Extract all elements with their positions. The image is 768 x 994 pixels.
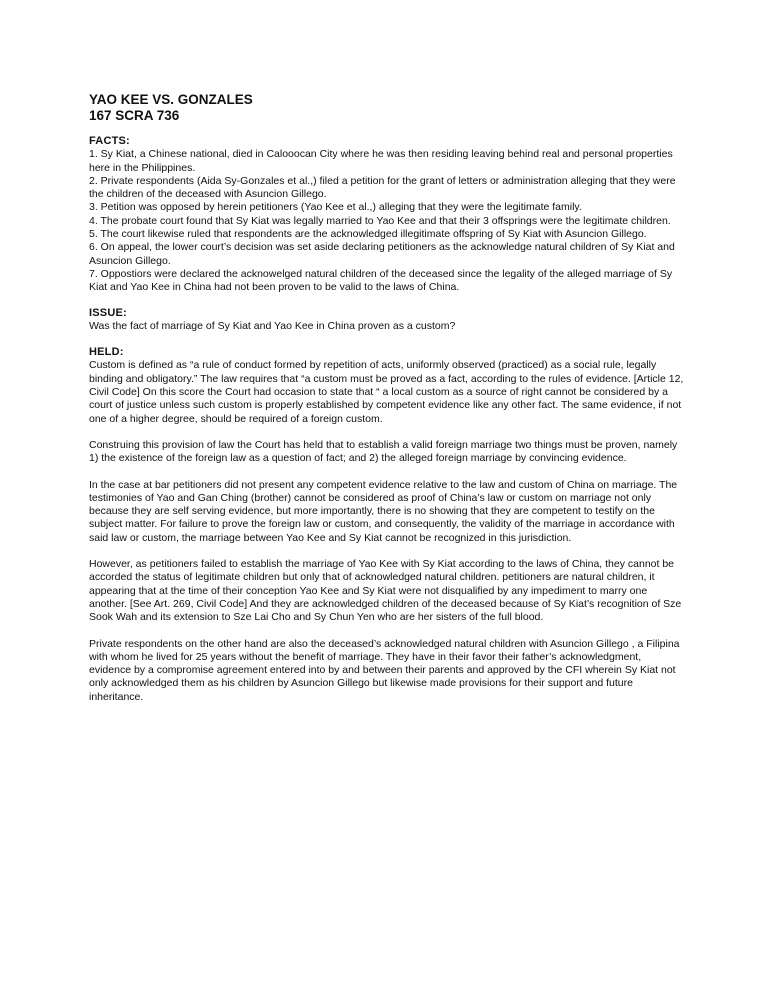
issue-text: Was the fact of marriage of Sy Kiat and Yao Kee in China proven as a custom?	[89, 319, 456, 332]
held-paragraph: Custom is defined as “a rule of conduct formed by repetition of acts, uniformly observed (practiced) as a social rule, legally binding and obligatory.” The law requires that “a custom must be proved as a fact, according to the rules of evidence. [Article 12, Civil Code] On this score the Court had occasion to state that “ a local custom as a source of right cannot be considered by a court of justice unless such custom is properly established by competent evidence like any other fact. The same evidence, if not one of a higher degree, should be required of a foreign custom.	[89, 359, 684, 425]
fact-item: 3. Petition was opposed by herein petitioners (Yao Kee et al.,) alleging that they were the legitimate family.	[89, 201, 582, 214]
held-heading: HELD:	[89, 346, 124, 359]
fact-item: 4. The probate court found that Sy Kiat was legally married to Yao Kee and that their 3 offsprings were the legitimate children.	[89, 214, 671, 227]
held-paragraph: Construing this provision of law the Court has held that to establish a valid foreign marriage two things must be proven, namely 1) the existence of the foreign law as a question of fact; and 2) the alleged foreign marriage by convincing evidence.	[89, 438, 678, 465]
held-paragraph: However, as petitioners failed to establish the marriage of Yao Kee with Sy Kiat according to the laws of China, they cannot be accorded the status of legitimate children but only that of acknowledged natural children. petitioners are natural children, it appearing that at the time of their conception Yao Kee and Sy Kiat were not disqualified by any impediment to marry one another. [See Art. 269, Civil Code] And they are acknowledged children of the deceased because of Sy Kiat’s recognition of Sze Sook Wah and its extension to Sze Lai Cho and Sy Chun Yen who are her sisters of the full blood.	[89, 558, 682, 624]
fact-item: 2. Private respondents (Aida Sy-Gonzales et al.,) filed a petition for the grant of letters or administration alleging that they were the children of the deceased with Asuncion Gillego.	[89, 174, 676, 201]
fact-item: 7. Oppostiors were declared the acknowelged natural children of the deceased since the legality of the alleged marriage of Sy Kiat and Yao Kee in China had not been proven to be valid to the laws of China.	[89, 267, 673, 294]
case-citation: 167 SCRA 736	[89, 107, 180, 123]
fact-item: 5. The court likewise ruled that respondents are the acknowledged illegitimate offspring of Sy Kiat with Asuncion Gillego.	[89, 228, 647, 241]
facts-list	[89, 148, 685, 294]
fact-item: 1. Sy Kiat, a Chinese national, died in Calooocan City where he was then residing leaving behind real and personal properties here in the Philippines.	[89, 148, 673, 174]
facts-heading: FACTS:	[89, 135, 130, 147]
issue-heading: ISSUE:	[89, 306, 127, 319]
case-title: YAO KEE VS. GONZALES	[89, 92, 253, 107]
held-paragraph: Private respondents on the other hand are also the deceased’s acknowledged natural children with Asuncion Gillego , a Filipina with whom he lived for 25 years without the benefit of marriage. They have in their favor their father’s acknowledgment, evidence by a compromise agreement entered into by and between their parents and approved by the CFI wherein Sy Kiat not only acknowledged them as his children by Asuncion Gillego but likewise made provisions for their support and future inheritance.	[89, 637, 680, 703]
held-paragraph: In the case at bar petitioners did not present any competent evidence relative to the law and custom of China on marriage. The testimonies of Yao and Gan Ching (brother) cannot be considered as proof of China’s law or custom on marriage not only because they are self serving evidence, but more importantly, there is no showing that they are competent to testify on the subject matter. For failure to prove the foreign law or custom, and consequently, the validity of the marriage in accordance with said law or custom, the marriage between Yao Kee and Sy Kiat cannot be recognized in this jurisdiction.	[89, 478, 678, 544]
held-body	[89, 359, 685, 704]
case-digest	[89, 92, 685, 717]
fact-item: 6. On appeal, the lower court’s decision was set aside declaring petitioners as the acknowledge natural children of Sy Kiat and Asuncion Gillego.	[89, 241, 675, 267]
